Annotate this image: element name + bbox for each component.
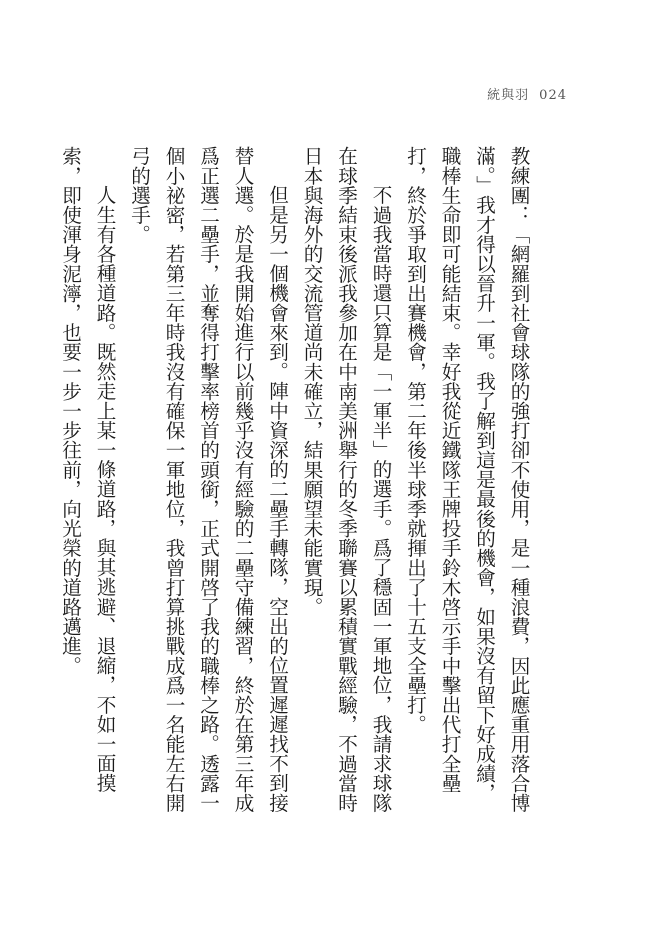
paragraph-4: 人生有各種道路。既然走上某一條道路，與其逃避、退縮，不如一面摸索，即使渾身泥濘，也要一步一步往前，向光榮的道路邁進。 (58, 146, 116, 793)
running-header (487, 84, 567, 103)
book-title: 統與羽 (487, 88, 530, 103)
paragraph-3: 但是另一個機會來到。陣中資深的二壘手轉隊，空出的位置遲遲找不到接替人選。於是我開始進行以前幾乎沒有經驗的二壘守備練習，終於在第三年成爲正選二壘手，並奪得打擊率榜首的頭銜，正式開啓了我的職棒之路。透露一個小祕密，若第三年時我沒有確保一軍地位，我曾打算挑戰成爲一名能左右開弓的選手。 (127, 146, 289, 813)
body-text (52, 146, 535, 822)
paragraph-2: 不過我當時還只算是「一軍半」的選手。爲了穩固一軍地位，我請求球隊在球季結束後派我參加在中南美洲舉行的冬季聯賽以累積實戰經驗，不過當時日本與海外的交流管道尚未確立，結果願望未能實現。 (300, 146, 392, 813)
page-number: 024 (539, 88, 567, 103)
paragraph-1: 教練團：「網羅到社會球隊的強打卻不使用，是一種浪費，因此應重用落合博滿。」我才得以晉升一軍。我了解到這是最後的機會，如果沒有留下好成績，職棒生命即可能結束。幸好我從近鐵隊王牌投手鈴木啓示手中擊出代打全壘打，終於爭取到出賽機會，第二年後半球季就揮出了十五支全壘打。 (403, 146, 530, 813)
